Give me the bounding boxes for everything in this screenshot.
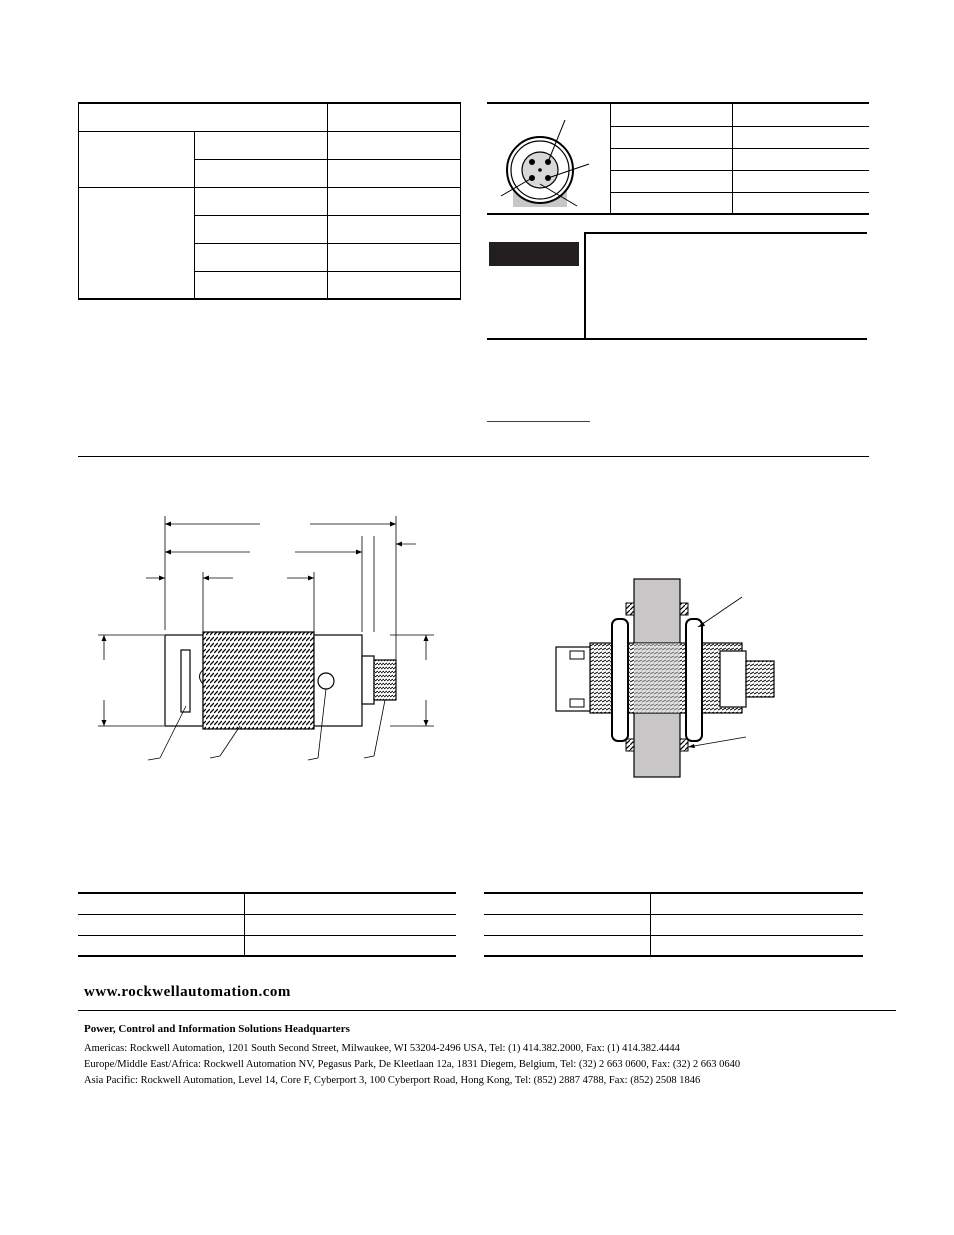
- m12-4pin-connector-face-icon: [495, 112, 605, 212]
- address-americas: Americas: Rockwell Automation, 1201 South Second Street, Milwaukee, WI 53204-2496 USA, Tel: (1) 414.382.2000, Fax: (1) 414.382.4444: [84, 1043, 680, 1054]
- sensor-side-view-diagram: [90, 510, 450, 770]
- address-apac: Asia Pacific: Rockwell Automation, Level 14, Core F, Cyberport 3, 100 Cyberport Road, Hong Kong, Tel: (852) 2887 4788, Fax: (852) 2508 1846: [84, 1075, 701, 1086]
- footer-rule: [78, 1010, 896, 1011]
- website-link[interactable]: www.rockwellautomation.com: [84, 984, 291, 1000]
- hyperlink-underline[interactable]: [487, 421, 590, 422]
- important-badge: [489, 242, 579, 266]
- hq-title: Power, Control and Information Solutions Headquarters: [84, 1023, 350, 1035]
- section-divider: [78, 456, 869, 457]
- address-emea: Europe/Middle East/Africa: Rockwell Automation NV, Pegasus Park, De Kleetlaan 12a, 1831 Diegem, Belgium, Tel: (32) 2 663 0600, Fax: (32) 2 663 0640: [84, 1059, 741, 1070]
- panel-mounting-diagram: [550, 575, 760, 785]
